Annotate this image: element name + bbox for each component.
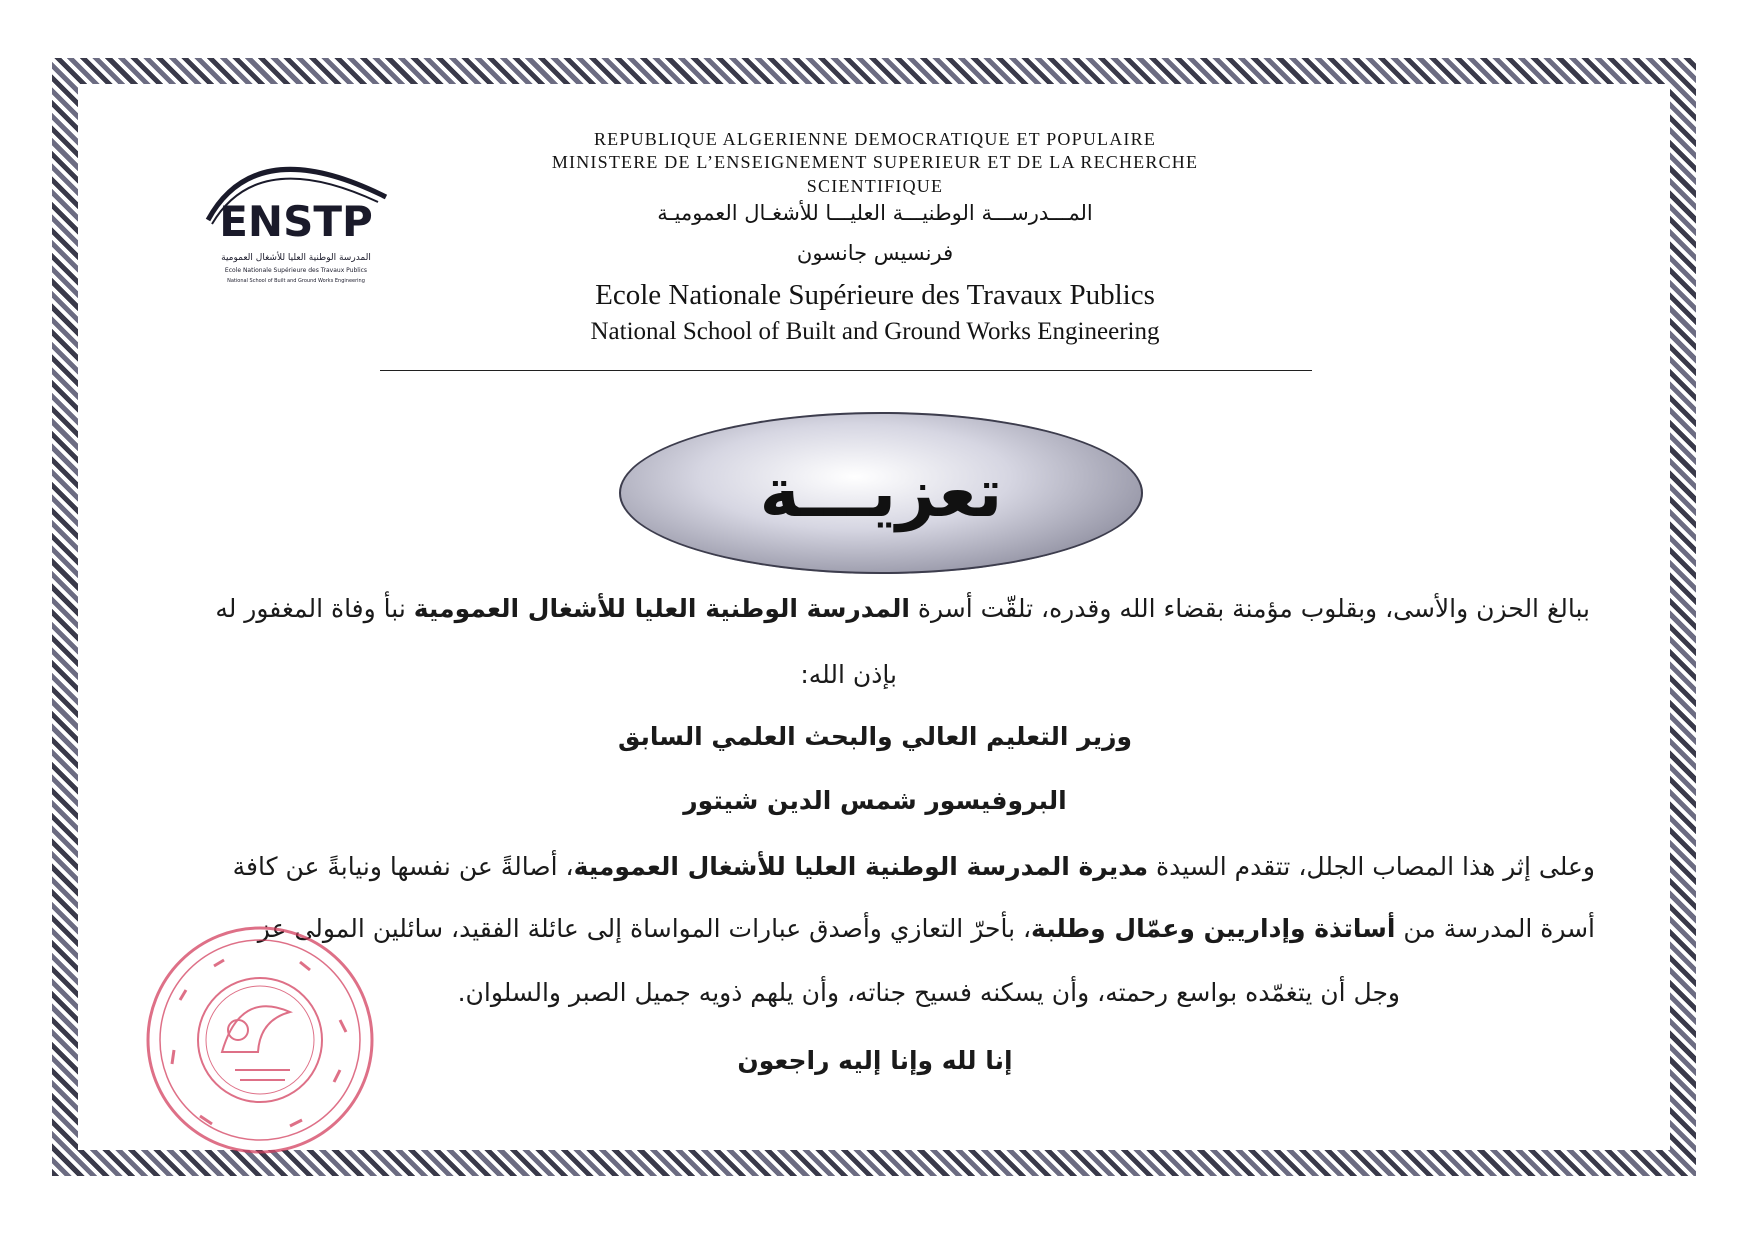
svg-text:National School of Built and G: National School of Built and Ground Works Engineering xyxy=(227,278,365,284)
header-school-english: National School of Built and Ground Works Engineering xyxy=(590,318,1160,345)
body-line-3: وعلى إثر هذا المصاب الجلل، تتقدم السيدة مديرة المدرسة الوطنية العليا للأشغال العمومية، أصالةً عن نفسها ونيابةً عن كافة xyxy=(232,852,1595,881)
deceased-title: وزير التعليم العالي والبحث العلمي السابق xyxy=(617,722,1133,751)
header-school-arabic-name: فرنسيس جانسون xyxy=(796,241,954,265)
header-ministry: MINISTERE DE L’ENSEIGNEMENT SUPERIEUR ET DE LA RECHERCHE xyxy=(551,152,1199,172)
enstp-logo xyxy=(196,142,396,292)
body-line-5: وجل أن يتغمّده بواسع رحمته، وأن يسكنه فسيح جناته، وأن يلهم ذويه جميل الصبر والسلوان. xyxy=(457,978,1400,1007)
closing-verse: إنا لله وإنا إليه راجعون xyxy=(737,1046,1013,1075)
svg-text:ENSTP: ENSTP xyxy=(219,197,373,246)
header-republic: REPUBLIQUE ALGERIENNE DEMOCRATIQUE ET POPULAIRE xyxy=(593,129,1157,149)
document-title: تعزيـــة xyxy=(759,453,1003,533)
body-line-2: بإذن الله: xyxy=(800,660,897,689)
deceased-name: البروفيسور شمس الدين شيتور xyxy=(683,786,1067,815)
header-divider xyxy=(380,370,1312,371)
svg-text:Ecole Nationale Supérieure des: Ecole Nationale Supérieure des Travaux Publics xyxy=(224,267,368,274)
body-line-4: أسرة المدرسة من أساتذة وإداريين وعمّال وطلبة، بأحرّ التعازي وأصدق عبارات المواساة إلى عائلة الفقيد، سائلين المولى عز xyxy=(257,914,1595,943)
header-school-french: Ecole Nationale Supérieure des Travaux Publics xyxy=(595,279,1155,311)
svg-text:المدرسة الوطنية العليا للأشغال: المدرسة الوطنية العليا للأشغال العمومية xyxy=(221,253,371,263)
header-school-arabic: المـــدرســـة الوطنيـــة العليـــا للأشغـال العموميـة xyxy=(657,201,1093,225)
header-ministry-cont: SCIENTIFIQUE xyxy=(806,176,944,196)
official-stamp xyxy=(140,920,380,1160)
body-line-1: ببالغ الحزن والأسى، وبقلوب مؤمنة بقضاء الله وقدره، تلقّت أسرة المدرسة الوطنية العليا للأشغال العمومية نبأ وفاة المغفور له xyxy=(215,594,1590,623)
